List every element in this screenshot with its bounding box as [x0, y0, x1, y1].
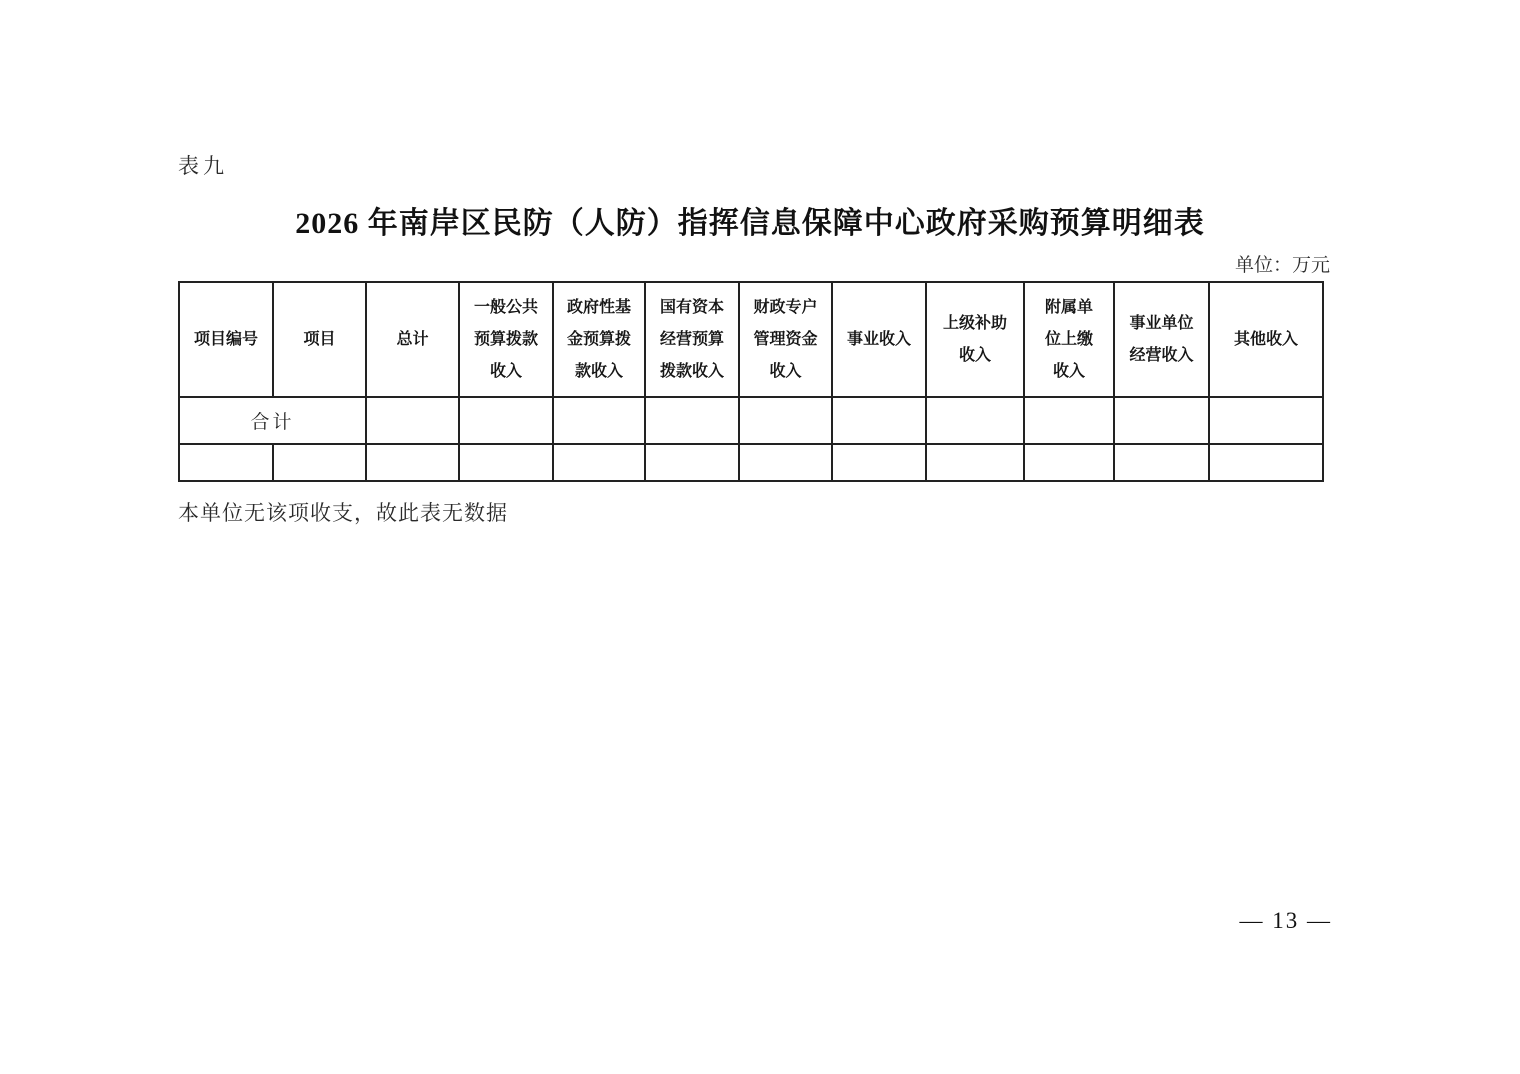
table-cell: [1209, 444, 1323, 481]
page-title: 2026 年南岸区民防（人防）指挥信息保障中心政府采购预算明细表: [295, 207, 1205, 240]
table-cell: [179, 444, 273, 481]
column-header-other-income: 其他收入: [1209, 282, 1323, 397]
table-cell: [832, 444, 926, 481]
table-cell: [459, 397, 553, 444]
table-cell: [739, 397, 832, 444]
column-header-project-id: 项目编号: [179, 282, 273, 397]
unit-label: 单位：万元: [1234, 255, 1330, 276]
total-row: [179, 397, 1323, 444]
table-cell: [1024, 444, 1114, 481]
table-cell: [1114, 397, 1209, 444]
budget-table: [178, 281, 1324, 482]
column-header-institutional-income: 事业收入: [832, 282, 926, 397]
column-header-government-fund-budget: 政府性基金预算拨款收入: [553, 282, 645, 397]
table-cell: [553, 397, 645, 444]
no-data-note: 本单位无该项收支，故此表无数据: [178, 501, 508, 525]
column-header-superior-subsidy: 上级补助收入: [926, 282, 1024, 397]
total-row-label: 合计: [179, 397, 366, 444]
table-cell: [832, 397, 926, 444]
column-header-state-capital-budget: 国有资本经营预算拨款收入: [645, 282, 739, 397]
table-cell: [366, 444, 459, 481]
table-number-label: 表九: [178, 154, 228, 178]
table-cell: [1209, 397, 1323, 444]
table-cell: [1024, 397, 1114, 444]
column-header-project: 项目: [273, 282, 366, 397]
table-cell: [926, 444, 1024, 481]
column-header-total: 总计: [366, 282, 459, 397]
column-header-general-public-budget: 一般公共预算拨款收入: [459, 282, 553, 397]
column-header-subordinate-remittance: 附属单位上缴收入: [1024, 282, 1114, 397]
page-number: — 13 —: [1239, 908, 1332, 933]
column-header-fiscal-account-funds: 财政专户管理资金收入: [739, 282, 832, 397]
column-header-institutional-operating-income: 事业单位经营收入: [1114, 282, 1209, 397]
table-cell: [553, 444, 645, 481]
table-cell: [645, 397, 739, 444]
table-cell: [645, 444, 739, 481]
table-cell: [1114, 444, 1209, 481]
table-cell: [273, 444, 366, 481]
table-cell: [366, 397, 459, 444]
table-cell: [926, 397, 1024, 444]
table-cell: [459, 444, 553, 481]
empty-data-row: [179, 444, 1323, 481]
table-cell: [739, 444, 832, 481]
header-row: [179, 282, 1323, 397]
